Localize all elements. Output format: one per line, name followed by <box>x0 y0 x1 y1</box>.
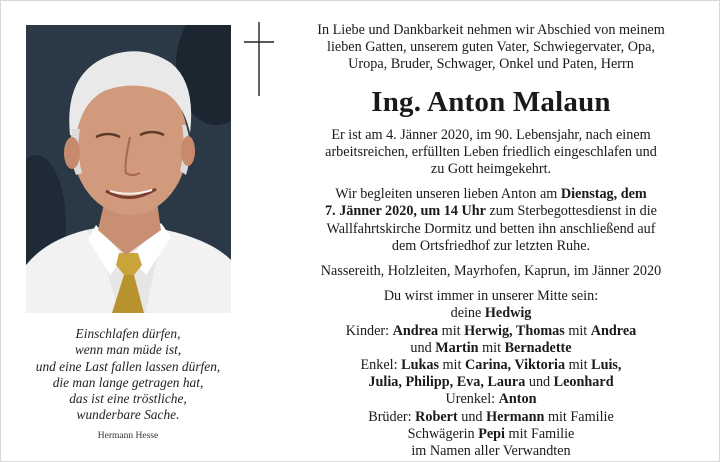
family-text: Brüder: <box>368 408 416 425</box>
family-text: Kinder: <box>345 322 393 339</box>
family-grandchildren <box>286 374 696 391</box>
poem-line: und eine Last fallen lassen dürfen, <box>35 358 221 374</box>
family-text: und <box>457 408 487 425</box>
funeral-line <box>286 186 696 203</box>
death-notice-line: Er ist am 4. Jänner 2020, im 90. Lebensjahr, nach einem <box>331 126 651 143</box>
poem-line: das ist eine tröstliche, <box>69 391 187 407</box>
family-name: Andrea <box>590 322 637 339</box>
family-name: Martin <box>435 339 479 356</box>
poem-line: Einschlafen dürfen, <box>75 326 181 341</box>
family-children <box>286 323 696 340</box>
funeral-date-time: 7. Jänner 2020, um 14 Uhr <box>325 203 486 220</box>
portrait-photo <box>26 25 231 313</box>
funeral-line <box>286 203 696 220</box>
family-text: Urenkel: <box>445 391 499 408</box>
family-name: Hedwig <box>484 305 532 322</box>
funeral-line: Wallfahrtskirche Dormitz und betten ihn anschließend auf <box>326 220 656 237</box>
family-name: Julia, Philipp, Eva, Laura <box>368 374 526 391</box>
family-name: Carina, Viktoria <box>464 357 566 374</box>
poem <box>0 326 256 444</box>
family-name: Anton <box>498 391 537 408</box>
death-notice-line: zu Gott heimgekehrt. <box>430 161 552 178</box>
family-sister-in-law <box>286 426 696 443</box>
family-text: mit <box>564 322 591 339</box>
family-text: Schwägerin <box>407 425 479 442</box>
place-date: Nassereith, Holzleiten, Mayrhofen, Kaprun, im Jänner 2020 <box>320 263 662 280</box>
death-notice-line: arbeitsreichen, erfüllten Leben friedlich eingeschlafen und <box>325 143 657 160</box>
family-text: und <box>525 374 554 391</box>
family-text: mit <box>438 322 465 339</box>
family-name: Bernadette <box>504 339 572 356</box>
funeral-text: zum Sterbegottesdienst in die <box>485 203 657 220</box>
intro-line: Uropa, Bruder, Schwager, Onkel und Paten, Herrn <box>348 56 634 73</box>
funeral-line: dem Ortsfriedhof zur letzten Ruhe. <box>391 237 591 254</box>
family-text: mit <box>438 357 465 374</box>
funeral-text: Wir begleiten unseren lieben Anton am <box>335 186 561 203</box>
family-name: Hermann <box>486 408 545 425</box>
family-name: Luis, <box>591 357 622 374</box>
cross-icon <box>242 20 276 98</box>
poem-line: wenn man müde ist, <box>74 342 182 358</box>
family-name: Herwig, Thomas <box>464 322 565 339</box>
family-text: mit <box>565 357 592 374</box>
family-text: Enkel: <box>360 357 402 374</box>
family-text: mit Familie <box>544 408 614 425</box>
obituary-text <box>286 22 696 460</box>
family-text: und <box>410 339 436 356</box>
family-name: Robert <box>415 408 458 425</box>
family-grandchildren <box>286 357 696 374</box>
family-intro: Du wirst immer in unserer Mitte sein: <box>383 288 599 305</box>
deceased-name: Ing. Anton Malaun <box>371 85 611 118</box>
family-name: Pepi <box>478 425 505 442</box>
intro-line: In Liebe und Dankbarkeit nehmen wir Abschied von meinem <box>317 22 665 38</box>
family-text: mit <box>478 339 505 356</box>
family-wife <box>286 305 696 322</box>
funeral-date: Dienstag, dem <box>560 186 647 203</box>
family-brothers <box>286 409 696 426</box>
family-closing: im Namen aller Verwandten <box>411 443 571 460</box>
poem-line: wunderbare Sache. <box>76 407 180 423</box>
family-text: deine <box>450 305 485 322</box>
family-children <box>286 340 696 357</box>
family-name: Leonhard <box>553 374 614 391</box>
intro-line: lieben Gatten, unserem guten Vater, Schwiegervater, Opa, <box>327 39 655 56</box>
family-great-grandchildren <box>286 391 696 408</box>
poem-author: Hermann Hesse <box>97 430 159 441</box>
poem-line: die man lange getragen hat, <box>52 374 204 390</box>
family-name: Lukas <box>401 357 439 374</box>
family-text: mit Familie <box>504 425 575 442</box>
family-name: Andrea <box>392 322 439 339</box>
